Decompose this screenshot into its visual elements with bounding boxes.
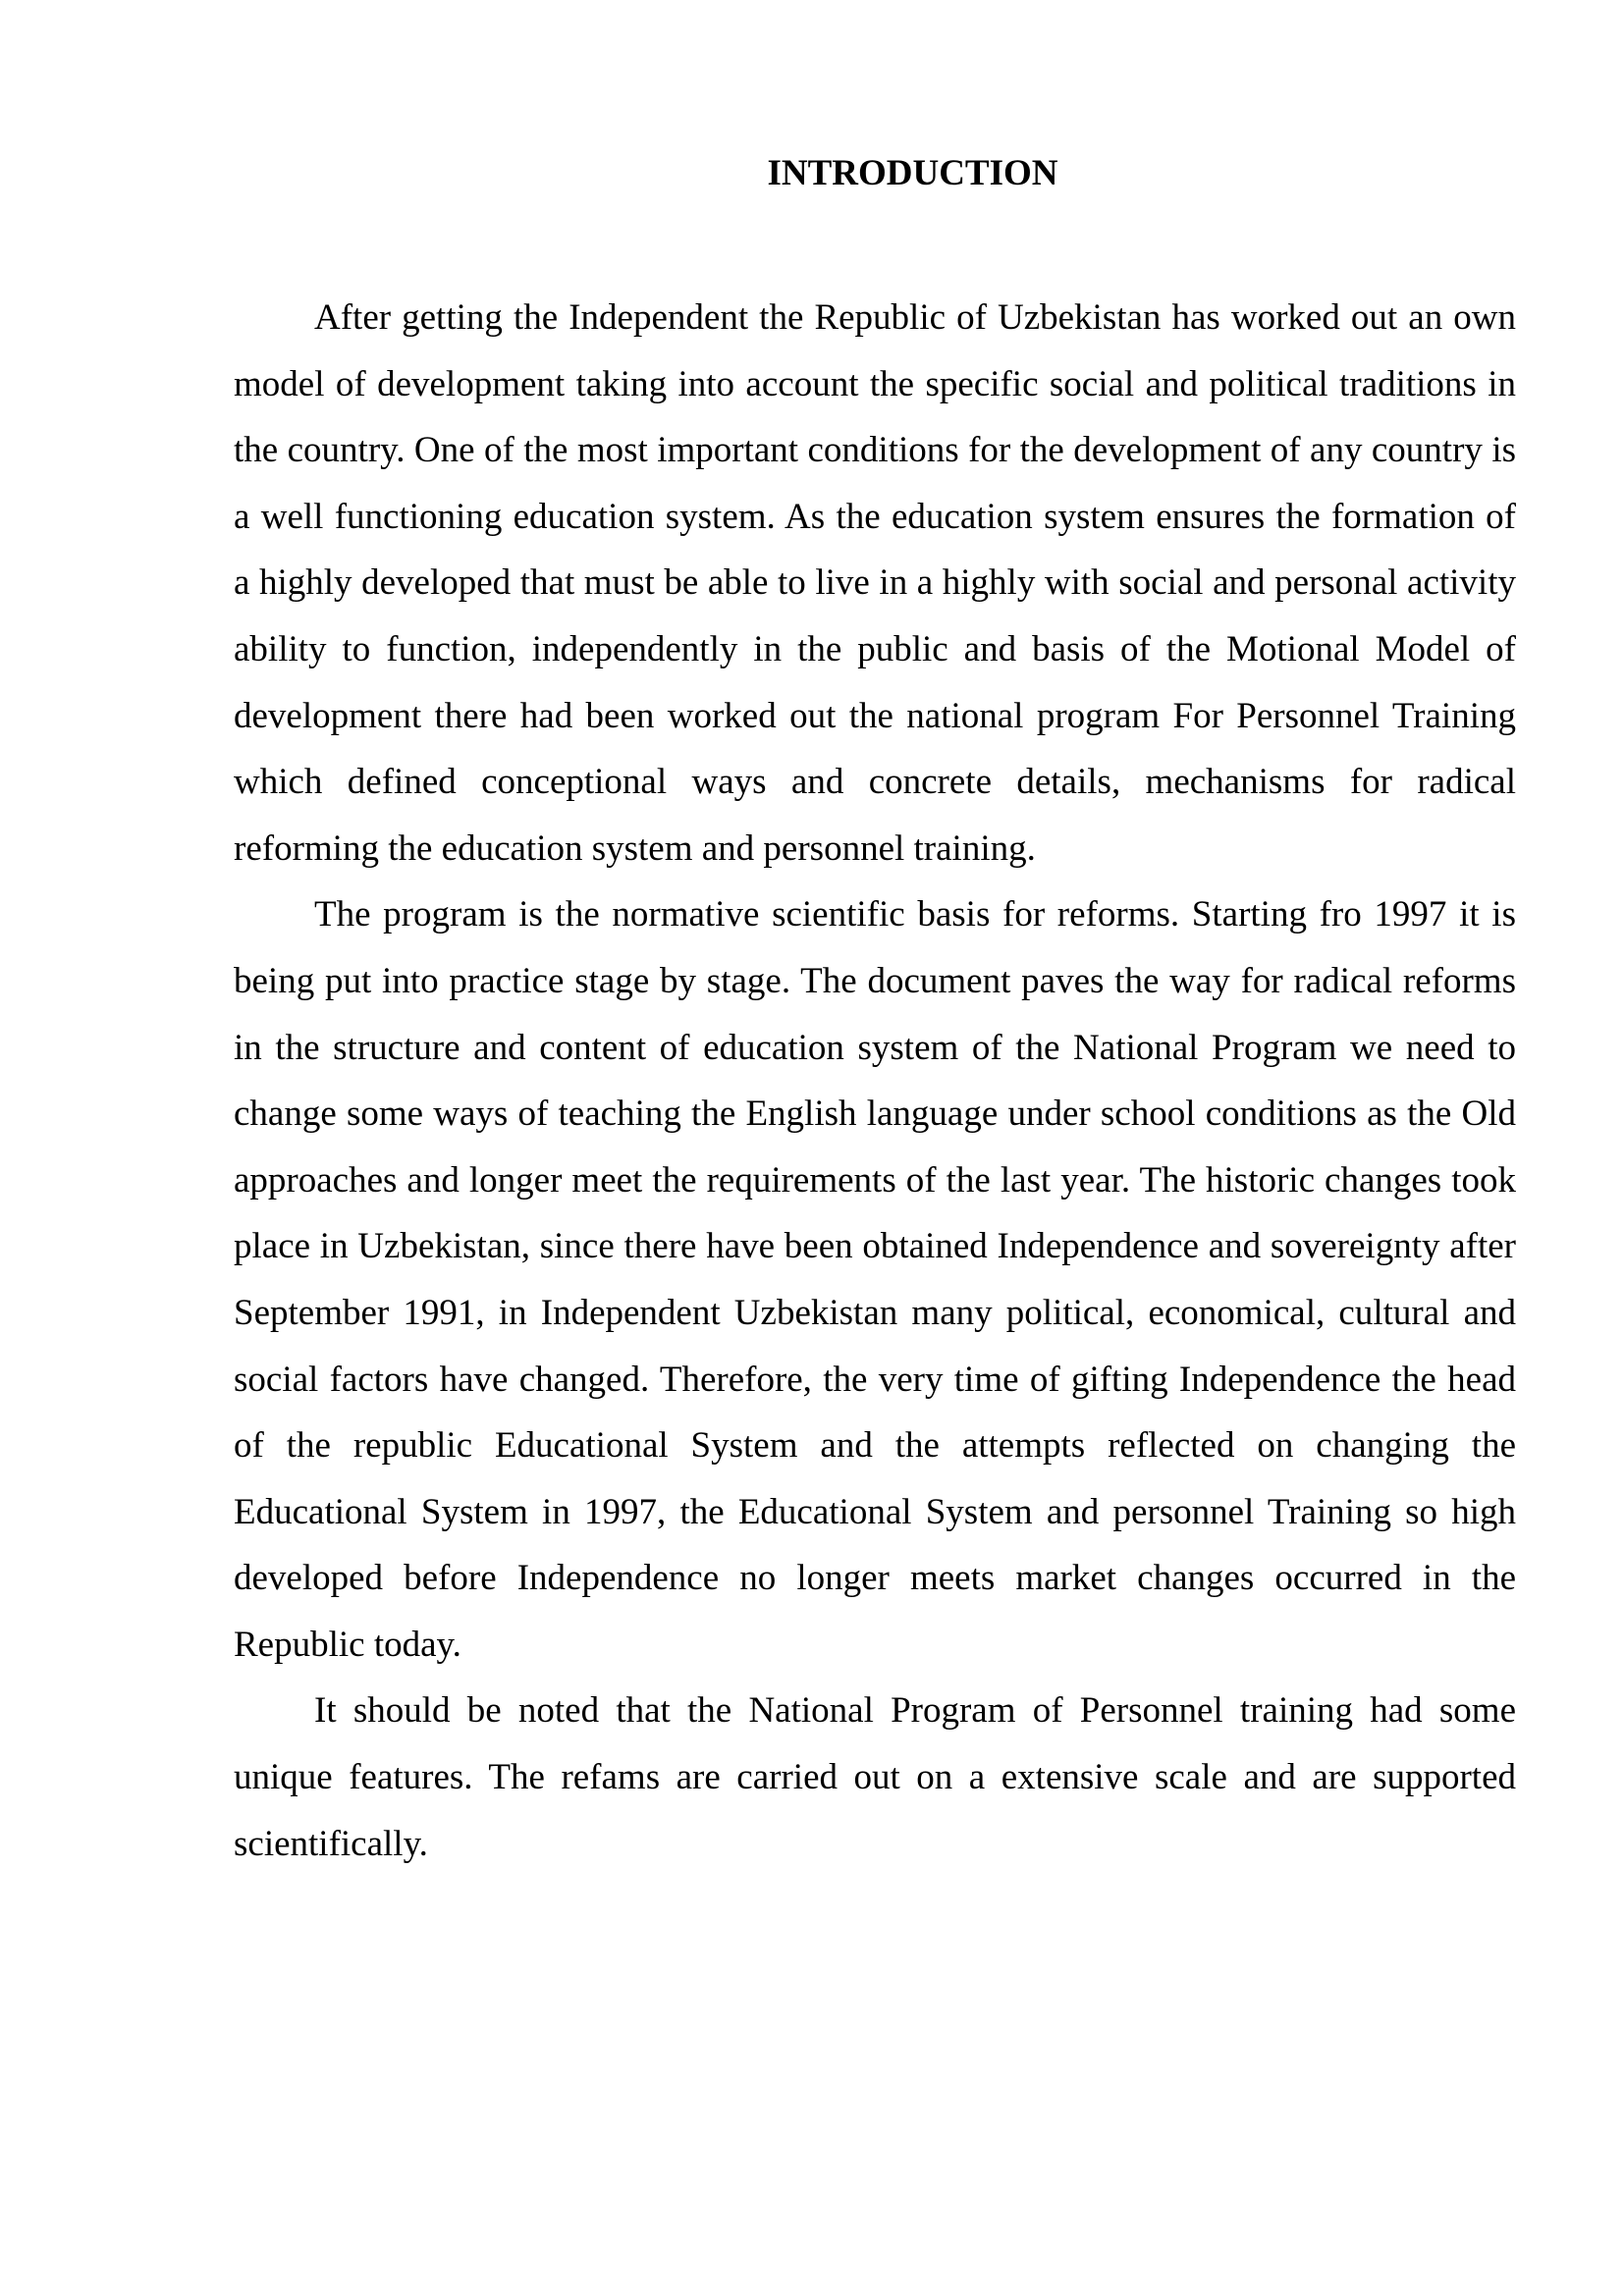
paragraph-3: It should be noted that the National Program of Personnel training had some unique features. The refams are carried out on a extensive scale and are supported scientifically. (234, 1690, 1516, 1864)
document-body (234, 285, 1516, 1877)
paragraph-1: After getting the Independent the Republic of Uzbekistan has worked out an own model of development taking into account the specific social and political traditions in the country. One of the most important conditions for the development of any country is a well functioning education system. As the education system ensures the formation of a highly developed that must be able to live in a highly with social and personal activity ability to function, independently in the public and basis of the Motional Model of development there had been worked out the national program For Personnel Training which defined conceptional ways and concrete details, mechanisms for radical reforming the education system and personnel training. (234, 297, 1516, 869)
paragraph-2: The program is the normative scientific basis for reforms. Starting fro 1997 it is being put into practice stage by stage. The document paves the way for radical reforms in the structure and content of education system of the National Program we need to change some ways of teaching the English language under school conditions as the Old approaches and longer meet the requirements of the last year. The historic changes took place in Uzbekistan, since there have been obtained Independence and sovereignty after September 1991, in Independent Uzbekistan many political, economical, cultural and social factors have changed. Therefore, the very time of gifting Independence the head of the republic Educational System and the attempts reflected on changing the Educational System in 1997, the Educational System and personnel Training so high developed before Independence no longer meets market changes occurred in the Republic today. (234, 894, 1516, 1665)
page-title: INTRODUCTION (767, 153, 1058, 193)
